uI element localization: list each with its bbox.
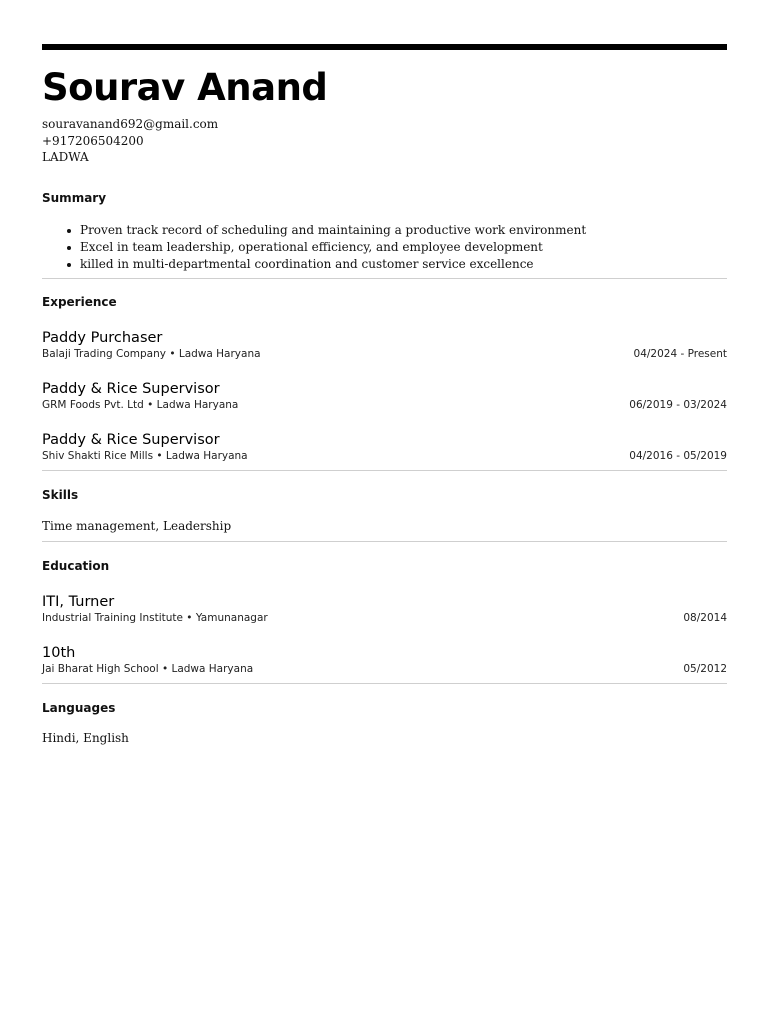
- education-date: 05/2012: [683, 663, 727, 675]
- contact-block: [42, 116, 218, 166]
- job-company: Shiv Shakti Rice Mills • Ladwa Haryana: [42, 450, 248, 462]
- job-title: Paddy & Rice Supervisor: [42, 432, 220, 448]
- top-rule: [42, 44, 727, 50]
- school-name: Industrial Training Institute • Yamunanagar: [42, 612, 268, 624]
- job-company: Balaji Trading Company • Ladwa Haryana: [42, 348, 261, 360]
- email-text: souravanand692@gmail.com: [42, 117, 219, 131]
- school-name: Jai Bharat High School • Ladwa Haryana: [42, 663, 254, 675]
- skills-heading: Skills: [42, 488, 79, 502]
- summary-list: [66, 222, 586, 273]
- experience-entry: [42, 328, 727, 363]
- job-title: Paddy & Rice Supervisor: [42, 381, 220, 397]
- languages-heading: Languages: [42, 701, 116, 715]
- job-dates: 04/2024 - Present: [633, 348, 727, 360]
- degree-title: ITI, Turner: [42, 594, 115, 610]
- summary-heading: Summary: [42, 191, 107, 205]
- experience-entry: [42, 430, 727, 465]
- summary-item: Proven track record of scheduling and maintaining a productive work environment: [66, 222, 586, 239]
- section-divider: [42, 470, 727, 471]
- job-dates: 04/2016 - 05/2019: [629, 450, 727, 462]
- skills-text: Time management, Leadership: [42, 519, 232, 533]
- education-heading: Education: [42, 559, 110, 573]
- phone-text: +917206504200: [42, 133, 144, 148]
- job-title: Paddy Purchaser: [42, 330, 163, 346]
- experience-entry: [42, 379, 727, 414]
- section-divider: [42, 278, 727, 279]
- summary-item: killed in multi-departmental coordination and customer service excellence: [66, 256, 586, 273]
- degree-title: 10th: [42, 645, 76, 661]
- education-date: 08/2014: [683, 612, 727, 624]
- section-divider: [42, 683, 727, 684]
- job-company: GRM Foods Pvt. Ltd • Ladwa Haryana: [42, 399, 239, 411]
- section-divider: [42, 541, 727, 542]
- experience-heading: Experience: [42, 295, 117, 309]
- location-text: LADWA: [42, 150, 89, 164]
- education-entry: [42, 643, 727, 678]
- education-entry: [42, 592, 727, 627]
- summary-item: Excel in team leadership, operational efficiency, and employee development: [66, 239, 586, 256]
- languages-text: Hindi, English: [42, 731, 129, 745]
- candidate-name: Sourav Anand: [42, 66, 328, 109]
- job-dates: 06/2019 - 03/2024: [629, 399, 727, 411]
